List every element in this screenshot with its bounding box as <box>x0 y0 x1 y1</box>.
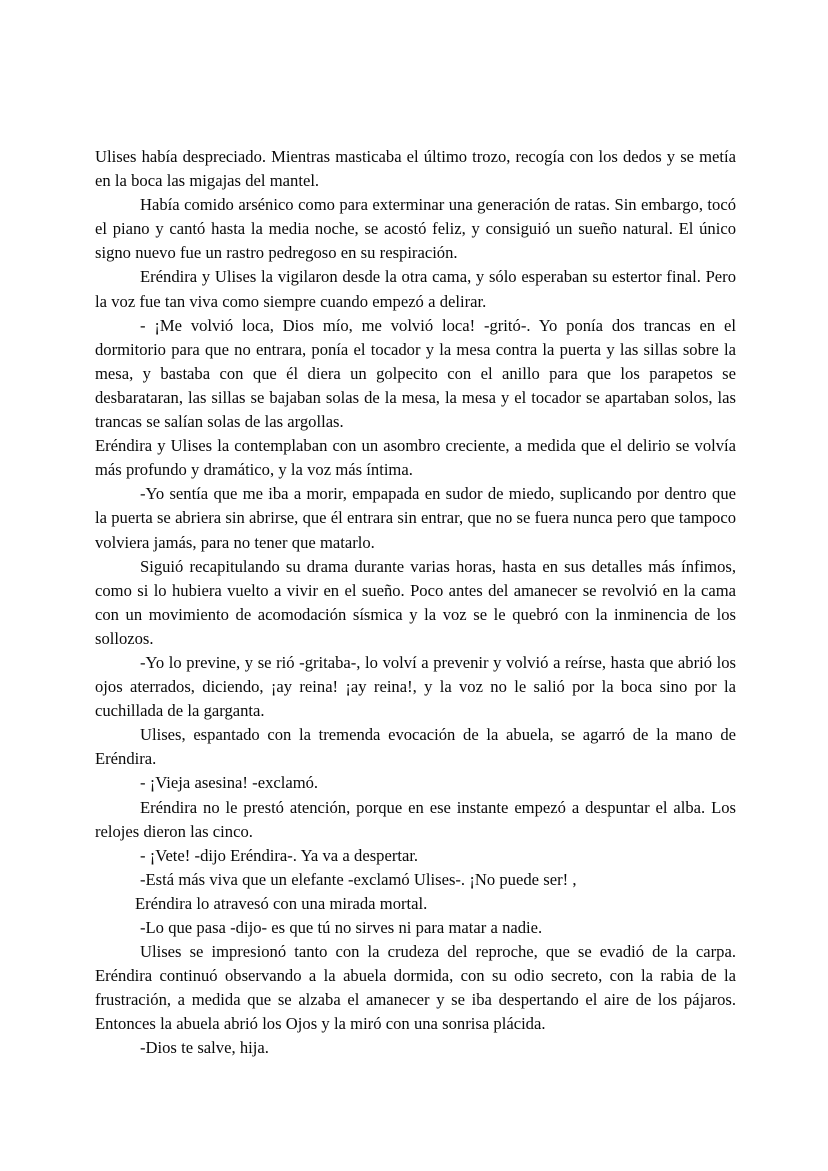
paragraph: Había comido arsénico como para exterminar una generación de ratas. Sin embargo, tocó el piano y cantó hasta la media noche, se acostó feliz, y consiguió un sueño natural. El único signo nuevo fue un rastro pedregoso en su respiración. <box>95 195 741 263</box>
paragraph: -Yo lo previne, y se rió -gritaba-, lo volví a prevenir y volvió a reírse, hasta que abrió los ojos aterrados, diciendo, ¡ay reina! ¡ay reina!, y la voz no le salió por la boca sino por la cuchillada de la garganta. <box>95 652 741 721</box>
paragraph: - ¡Vieja asesina! -exclamó. <box>140 773 319 793</box>
body-text-column <box>95 145 741 1061</box>
paragraph: -Lo que pasa -dijo- es que tú no sirves ni para matar a nadie. <box>140 918 543 937</box>
paragraph: Eréndira y Ulises la contemplaban con un asombro creciente, a medida que el delirio se volvía más profundo y dramático, y la voz más íntima. <box>95 436 741 480</box>
paragraph: Eréndira lo atravesó con una mirada mortal. <box>135 893 428 913</box>
paragraph: Eréndira no le prestó atención, porque en ese instante empezó a despuntar el alba. Los relojes dieron las cinco. <box>95 797 741 841</box>
paragraph: - ¡Vete! -dijo Eréndira-. Ya va a despertar. <box>140 845 419 865</box>
paragraph: - ¡Me volvió loca, Dios mío, me volvió loca! -gritó-. Yo ponía dos trancas en el dormitorio para que no entrara, ponía el tocador y la mesa contra la puerta y las sillas sobre la mesa, y bastaba con que él diera un golpecito con el anillo para que los parapetos se desbarataran, las sillas se bajaban solas de la mesa, la mesa y el tocador se apartaban solos, las trancas se salían solas de las argollas. <box>95 315 741 432</box>
paragraph: Eréndira y Ulises la vigilaron desde la otra cama, y sólo esperaban su estertor final. Pero la voz fue tan viva como siempre cuando empezó a delirar. <box>95 267 741 311</box>
paragraph: -Yo sentía que me iba a morir, empapada en sudor de miedo, suplicando por dentro que la puerta se abriera sin abrirse, que él entrara sin entrar, que no se fuera nunca pero que tampoco volviera jamás, para no tener que matarlo. <box>95 484 741 552</box>
paragraph: Ulises, espantado con la tremenda evocación de la abuela, se agarró de la mano de Eréndira. <box>95 725 741 769</box>
paragraph: Siguió recapitulando su drama durante varias horas, hasta en sus detalles más ínfimos, como si lo hubiera vuelto a vivir en el sueño. Poco antes del amanecer se revolvió en la cama con un movimiento de acomodación sísmica y la voz se le quebró con la inminencia de los sollozos. <box>95 556 741 648</box>
paragraph: -Dios te salve, hija. <box>140 1038 269 1058</box>
paragraph: Ulises había despreciado. Mientras masticaba el último trozo, recogía con los dedos y se metía en la boca las migajas del mantel. <box>95 147 741 191</box>
paragraph: Ulises se impresionó tanto con la crudeza del reproche, que se evadió de la carpa. Eréndira continuó observando a la abuela dormida, con su odio secreto, con la rabia de la frustración, a medida que se alzaba el amanecer y se iba despertando el aire de los pájaros. Entonces la abuela abrió los Ojos y la miró con una sonrisa plácida. <box>95 942 741 1034</box>
paragraph: -Está más viva que un elefante -exclamó Ulises-. ¡No puede ser! , <box>140 869 577 889</box>
